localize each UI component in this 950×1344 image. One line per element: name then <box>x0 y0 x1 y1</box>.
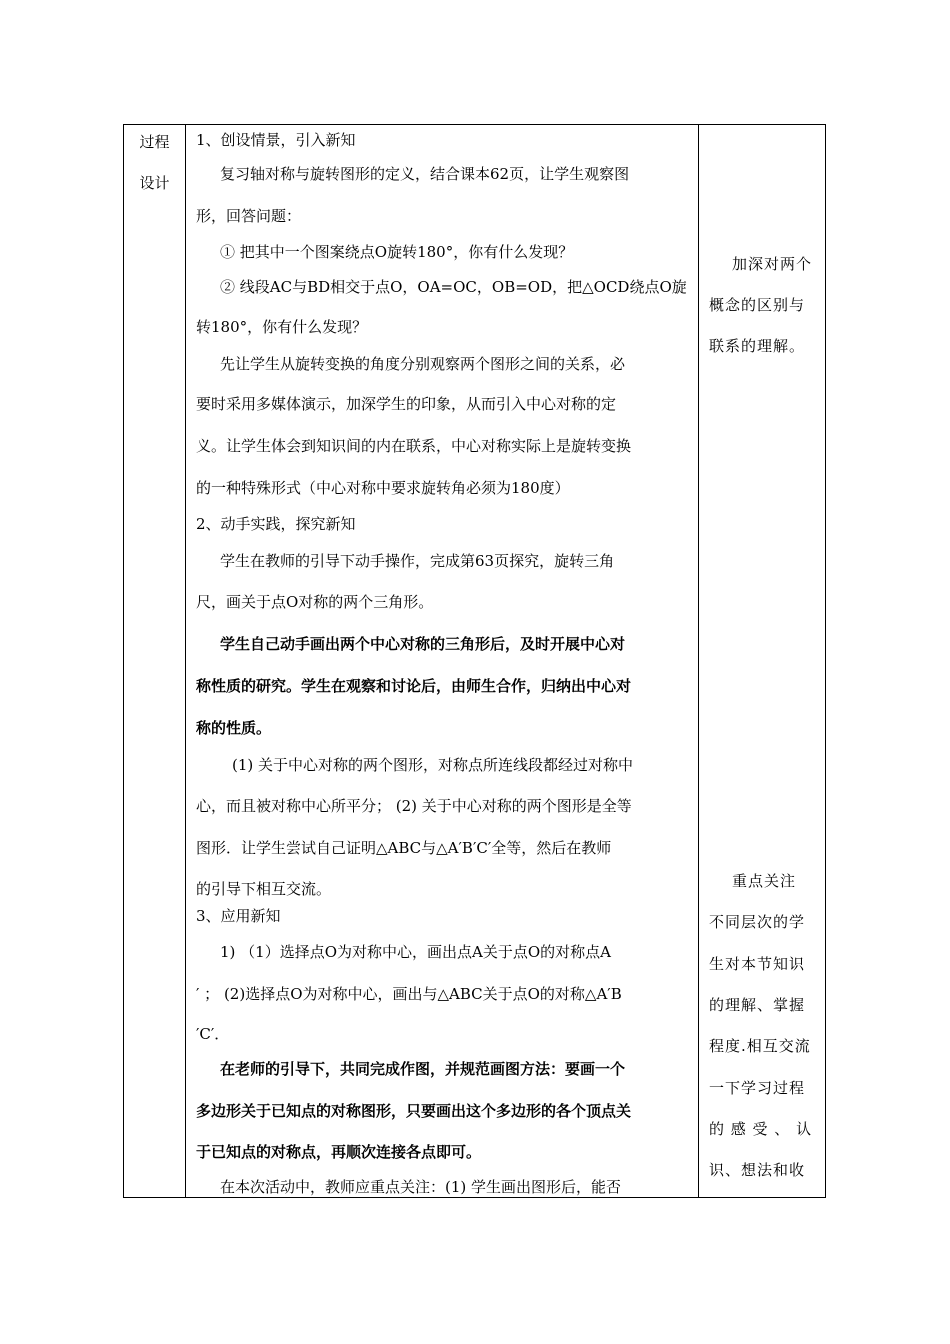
section-heading: 1、创设情景，引入新知 <box>196 131 356 149</box>
paragraph-line: ② 线段AC与BD相交于点O，OA=OC，OB=OD，把△OCD绕点O旋 <box>220 278 687 296</box>
paragraph-line: (1) 关于中心对称的两个图形，对称点所连线段都经过对称中 <box>232 756 634 774</box>
paragraph-line: 要时采用多媒体演示，加深学生的印象，从而引入中心对称的定 <box>196 395 617 413</box>
paragraph-line: 1) （1）选择点O为对称中心，画出点A关于点O的对称点A <box>220 943 611 961</box>
note-line: 一下学习过程 <box>709 1079 806 1097</box>
note-line: 程度.相互交流 <box>709 1037 811 1055</box>
bold-paragraph-line: 称性质的研究。学生在观察和讨论后，由师生合作，归纳出中心对 <box>196 677 632 695</box>
paragraph-line: 义。让学生体会到知识间的内在联系，中心对称实际上是旋转变换 <box>196 437 632 455</box>
paragraph-line: ′ ； (2)选择点O为对称中心，画出与△ABC关于点O的对称△A′B <box>196 985 622 1003</box>
paragraph-line: 心，而且被对称中心所平分； (2) 关于中心对称的两个图形是全等 <box>196 797 632 815</box>
note-line: 识、想法和收 <box>709 1161 806 1179</box>
paragraph-line: 形，回答问题： <box>196 207 302 225</box>
paragraph-line: 的一种特殊形式（中心对称中要求旋转角必须为180度） <box>196 479 570 497</box>
note-line: 的理解、掌握 <box>709 996 806 1014</box>
note-line: 联系的理解。 <box>709 337 806 355</box>
paragraph-line: 先让学生从旋转变换的角度分别观察两个图形之间的关系，必 <box>220 355 626 373</box>
content-column <box>186 125 698 1197</box>
bold-paragraph-line: 学生自己动手画出两个中心对称的三角形后，及时开展中心对 <box>220 635 626 653</box>
note-line: 加深对两个 <box>732 255 813 273</box>
label-line: 设计 <box>139 174 170 192</box>
paragraph-line: 复习轴对称与旋转图形的定义，结合课本62页，让学生观察图 <box>220 165 630 183</box>
section-heading: 3、应用新知 <box>196 907 281 925</box>
paragraph-line: ′C′． <box>196 1025 230 1043</box>
note-line: 的 感 受 、 认 <box>709 1120 813 1138</box>
bold-paragraph-line: 于已知点的对称点，再顺次连接各点即可。 <box>196 1143 482 1161</box>
section-heading: 2、动手实践，探究新知 <box>196 515 356 533</box>
bold-paragraph-line: 多边形关于已知点的对称图形，只要画出这个多边形的各个顶点关 <box>196 1102 632 1120</box>
paragraph-line: 在本次活动中，教师应重点关注：(1) 学生画出图形后，能否 <box>220 1178 622 1196</box>
paragraph-line: 图形．让学生尝试自己证明△ABC与△A′B′C′全等，然后在教师 <box>196 839 612 857</box>
bold-paragraph-line: 在老师的引导下，共同完成作图，并规范画图方法：要画一个 <box>220 1060 626 1078</box>
note-line: 概念的区别与 <box>709 296 806 314</box>
note-line: 不同层次的学 <box>709 913 806 931</box>
lesson-table <box>123 124 826 1198</box>
note-line: 生对本节知识 <box>709 955 806 973</box>
note-line: 重点关注 <box>732 872 797 890</box>
paragraph-line: 尺，画关于点O对称的两个三角形。 <box>196 593 434 611</box>
paragraph-line: 转180°，你有什么发现？ <box>196 318 368 336</box>
paragraph-line: ① 把其中一个图案绕点O旋转180°，你有什么发现？ <box>220 243 574 261</box>
label-column <box>124 125 185 1197</box>
notes-column <box>699 125 826 1197</box>
label-line: 过程 <box>139 133 170 151</box>
bold-paragraph-line: 称的性质。 <box>196 719 272 737</box>
paragraph-line: 的引导下相互交流。 <box>196 880 332 898</box>
paragraph-line: 学生在教师的引导下动手操作，完成第63页探究，旋转三角 <box>220 552 615 570</box>
